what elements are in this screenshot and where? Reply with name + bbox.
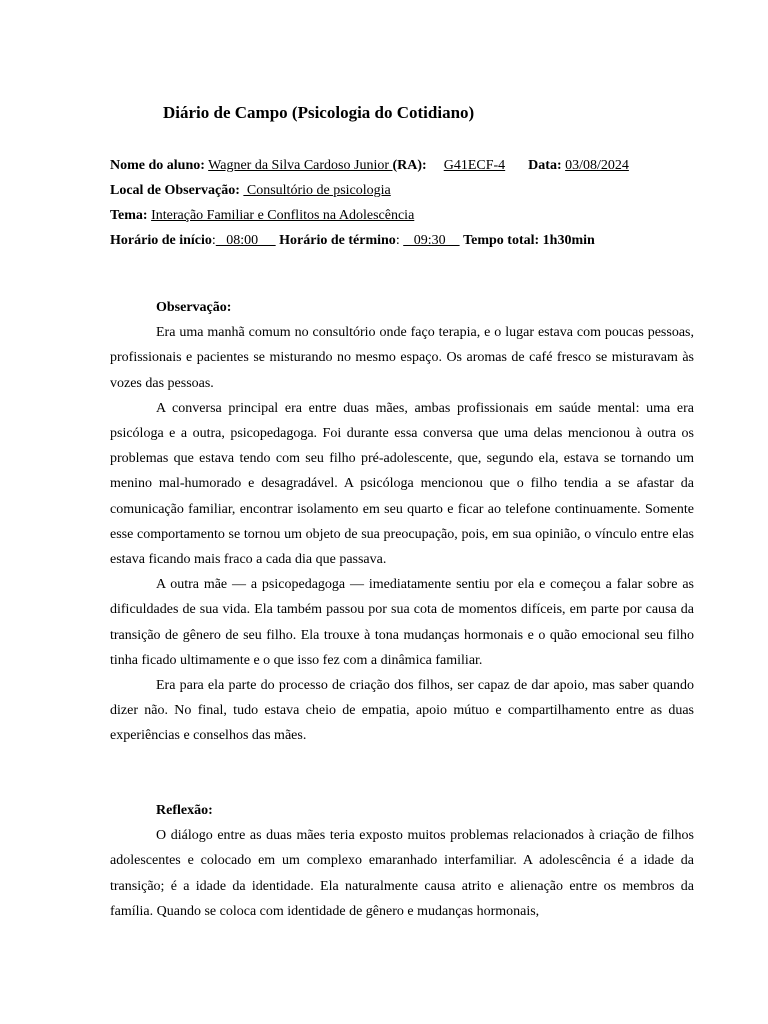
reflection-paragraph: O diálogo entre as duas mães teria exposto muitos problemas relacionados à criação de filhos adolescentes e colocado em um complexo emaranhado interfamiliar. A adolescência é a idade da transição; é a idade da identidade. Ela naturalmente causa atrito e alienação entre os membros da família. Quando se coloca com identidade de gênero e mudanças hormonais, (110, 828, 694, 919)
observation-paragraph: A conversa principal era entre duas mães, ambas profissionais em saúde mental: uma era psicóloga e a outra, psicopedagoga. Foi durante essa conversa que uma delas mencionou à outra os problemas que estava tendo com seu filho pré-adolescente, que, segundo ela, estava se tornando um menino mal-humorado e desagradável. A psicóloga mencionou que o filho tendia a se afastar da comunicação familiar, encontrar isolamento em seu quarto e ficar ao telefone continuamente. Somente esse comportamento se tornou um objeto de sua preocupação, pois, em sua opinião, o vínculo entre elas estava ficando mais fraco a cada dia que passava. (110, 400, 694, 568)
theme-line (110, 208, 414, 224)
observation-heading: Observação: (156, 300, 232, 315)
document-title: Diário de Campo (Psicologia do Cotidiano) (163, 103, 475, 122)
start-time-value: 08:00 (215, 233, 276, 248)
student-info-line (110, 158, 629, 174)
start-time-label: Horário de início (110, 233, 212, 248)
end-time-value: 09:30 (403, 233, 460, 248)
theme-label: Tema: (110, 208, 148, 223)
observation-paragraph: Era uma manhã comum no consultório onde faço terapia, e o lugar estava com poucas pessoas, profissionais e pacientes se misturando no mesmo espaço. Os aromas de café fresco se misturavam às vozes das pessoas. (110, 325, 694, 391)
reflection-heading: Reflexão: (156, 803, 213, 818)
location-label: Local de Observação: (110, 183, 240, 198)
time-line: Horário de início: 08:00 Horário de término: 09:30 Tempo total: 1h30min (110, 233, 595, 248)
total-time: Tempo total: 1h30min (463, 233, 595, 248)
end-time-label: Horário de término (279, 233, 396, 248)
student-name-label: Nome do aluno: (110, 158, 205, 173)
theme-value: Interação Familiar e Conflitos na Adolescência (151, 208, 415, 223)
location-line (110, 183, 391, 199)
observation-paragraph: A outra mãe — a psicopedagoga — imediatamente sentiu por ela e começou a falar sobre as dificuldades de sua vida. Ela também passou por sua cota de momentos difíceis, em parte por causa da transição de gênero de seu filho. Ela trouxe à tona mudanças hormonais e o quão emocional seu filho tinha ficado ultimamente e o que isso fez com a dinâmica familiar. (110, 577, 694, 668)
ra-value: G41ECF-4 (443, 158, 506, 173)
observation-paragraph: Era para ela parte do processo de criação dos filhos, ser capaz de dar apoio, mas saber quando dizer não. No final, tudo estava cheio de empatia, apoio mútuo e compartilhamento entre as duas experiências e conselhos das mães. (110, 678, 694, 744)
date-label: Data: (528, 158, 562, 173)
observation-section (110, 295, 694, 749)
location-value: Consultório de psicologia (243, 183, 391, 198)
reflection-section (110, 798, 694, 924)
date-value: 03/08/2024 (565, 158, 629, 173)
student-name-value: Wagner da Silva Cardoso Junior (208, 158, 393, 173)
ra-label: (RA): (392, 158, 427, 173)
